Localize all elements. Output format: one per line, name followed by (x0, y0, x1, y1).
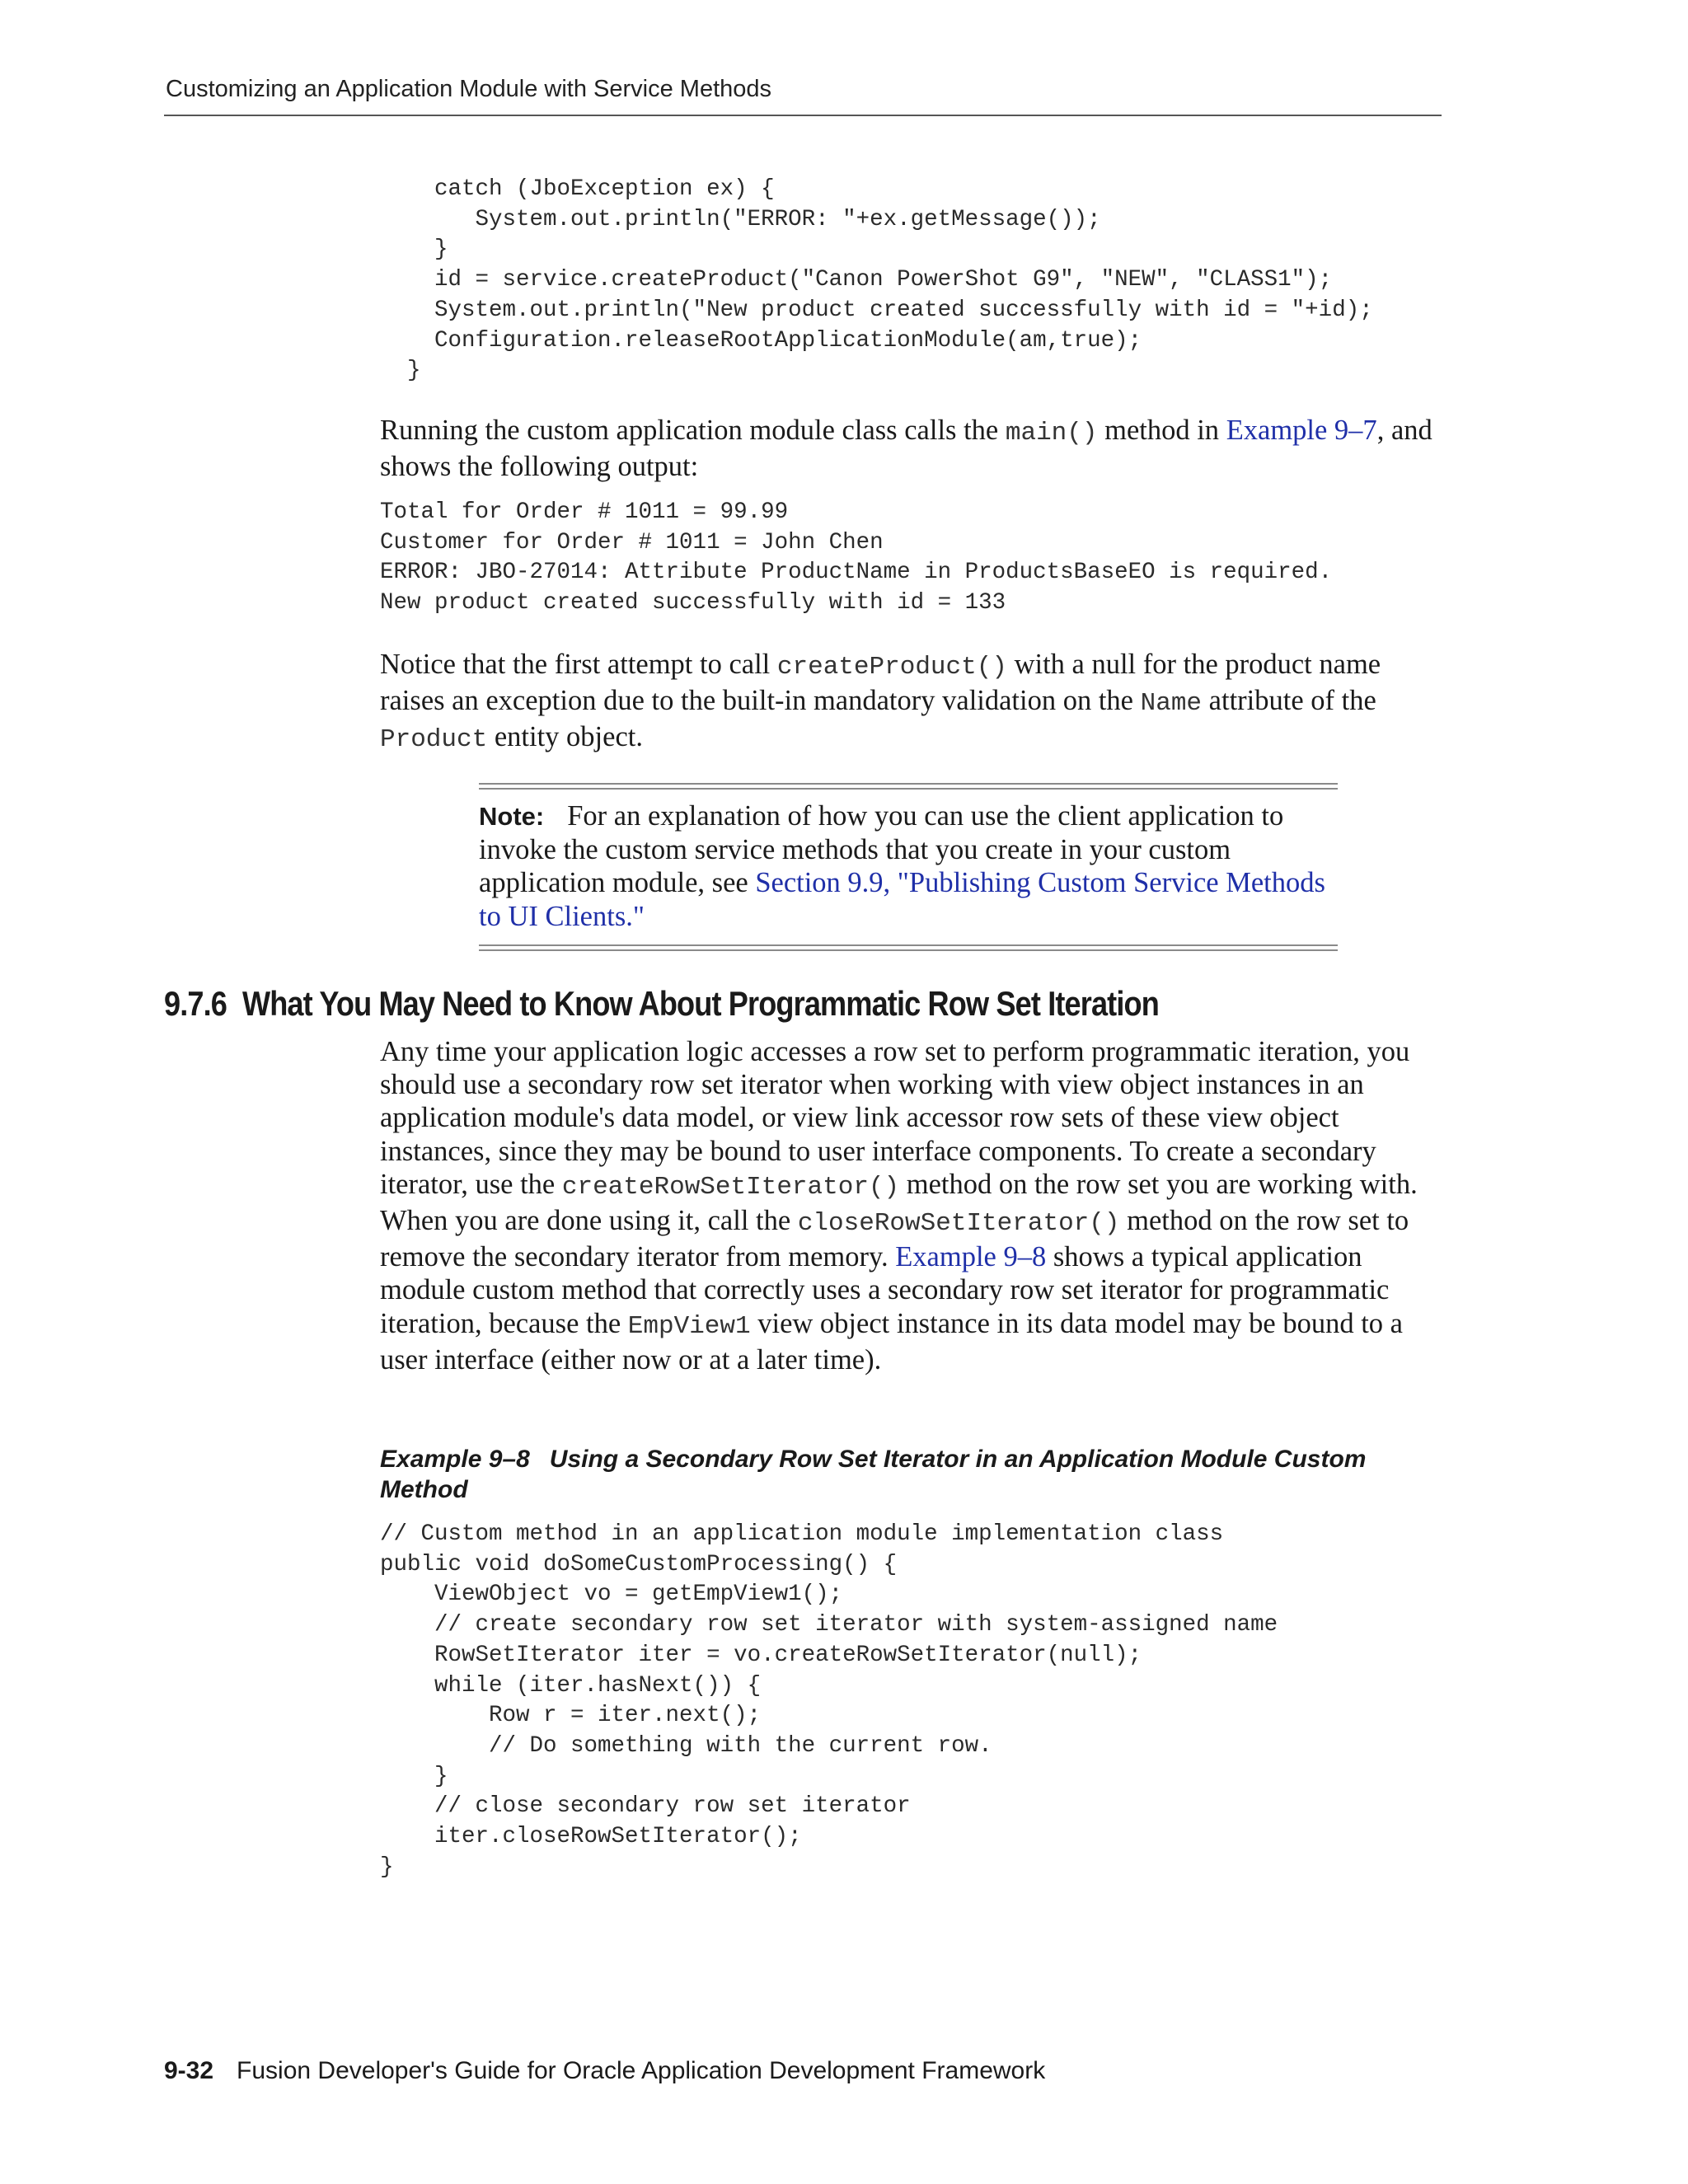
inline-code-main: main() (1005, 419, 1098, 448)
text-span: with a null for the product name raises an exception due to the built-in mandatory validation on the (380, 649, 1381, 717)
header-rule (164, 115, 1442, 116)
inline-code-createrowsetiterator: createRowSetIterator() (561, 1172, 900, 1202)
section-title: What You May Need to Know About Programmatic Row Set Iteration (241, 984, 1159, 1023)
section-number: 9.7.6 (164, 984, 227, 1023)
note-rule-top (479, 783, 1338, 790)
text-span: , and shows the following output: (380, 415, 1432, 483)
text-span: view object instance in its data model may be bound to a user interface (either now or at a later time). (380, 1307, 1403, 1376)
code-block-example: // Custom method in an application module implementation class public void doSomeCustomProcessing() { ViewObject vo = getEmpView1(); // create secondary row set iterator with system-assigned name RowSetIterator iter = vo.createRowSetIterator(null); while (iter.hasNext()) { Row r = iter.next(); // Do something with the current row. } // close secondary row set iterator iter.closeRowSetIterator(); } (380, 1521, 1278, 1880)
text-span: method in (1097, 415, 1226, 446)
paragraph-notice (380, 648, 1451, 757)
inline-code-name: Name (1140, 689, 1203, 719)
page-footer (164, 2057, 1045, 2085)
paragraph-running-output (380, 414, 1451, 483)
note-text: For an explanation of how you can use the client application to invoke the custom service methods that you create in your custom application module, see (479, 800, 1284, 899)
page-number: 9-32 (164, 2057, 214, 2084)
code-block-top: catch (JboException ex) { System.out.println("ERROR: "+ex.getMessage()); } id = service.createProduct("Canon PowerShot G9", "NEW", "CLASS1"); System.out.println("New product created successfully with id = "+id); Configuration.releaseRootApplicationModule(am,true); } (407, 176, 1373, 384)
text-span: shows a typical application module custom method that correctly uses a secondary row set iterator for programmatic iteration, because the (380, 1241, 1390, 1339)
text-span: entity object. (487, 721, 643, 753)
inline-code-product: Product (380, 725, 488, 755)
running-header: Customizing an Application Module with Service Methods (166, 76, 772, 102)
section-heading (164, 984, 1159, 1024)
example-title (380, 1444, 1443, 1505)
note-rule-bottom (479, 944, 1338, 951)
text-span: attribute of the (1202, 685, 1376, 717)
link-example-9-7[interactable]: Example 9–7 (1226, 415, 1377, 446)
inline-code-empview1: EmpView1 (627, 1311, 751, 1341)
inline-code-closerowsetiterator: closeRowSetIterator() (797, 1209, 1120, 1239)
example-number: Example 9–8 (380, 1446, 530, 1473)
note-box (479, 799, 1344, 933)
note-label: Note: (479, 802, 545, 831)
text-span: method on the row set to remove the secondary iterator from memory. (380, 1205, 1409, 1273)
output-block: Total for Order # 1011 = 99.99 Customer for Order # 1011 = John Chen ERROR: JBO-27014: Attribute ProductName in ProductsBaseEO is required. New product created successfully with id = 133 (380, 499, 1333, 616)
text-span: method on the row set you are working with. When you are done using it, call the (380, 1168, 1418, 1237)
example-caption: Using a Secondary Row Set Iterator in an Application Module Custom Method (380, 1446, 1367, 1503)
link-section-9-9[interactable]: Section 9.9, "Publishing Custom Service Methods to UI Clients." (479, 867, 1325, 932)
text-span: Notice that the first attempt to call (380, 649, 777, 680)
inline-code-createproduct: createProduct() (776, 653, 1007, 682)
link-example-9-8[interactable]: Example 9–8 (895, 1241, 1047, 1273)
book-title: Fusion Developer's Guide for Oracle Application Development Framework (237, 2057, 1046, 2084)
paragraph-iteration (380, 1035, 1451, 1376)
text-span: Running the custom application module class calls the (380, 415, 1006, 446)
text-span: Any time your application logic accesses a row set to perform programmatic iteration, you should use a secondary row set iterator when working with view object instances in an application module's data model, or view link accessor row sets of these view object instances, since they may be bound to user interface components. To create a secondary iterator, use the (380, 1036, 1410, 1200)
